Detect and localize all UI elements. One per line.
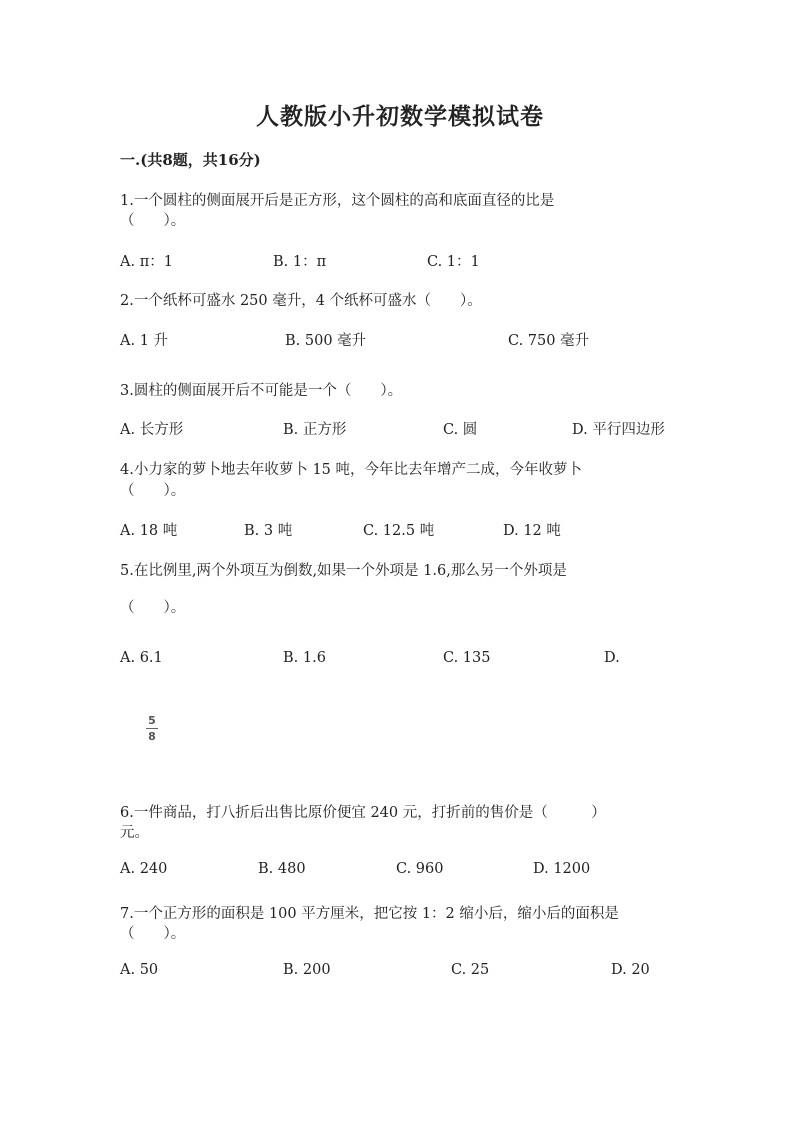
- question-3-option-b[interactable]: B. 正方形: [283, 422, 347, 438]
- question-4-text-cont: （ ）。: [120, 483, 186, 499]
- question-6-text: 6.一件商品，打八折后出售比原价便宜 240 元，打折前的售价是（ ）: [120, 805, 606, 821]
- question-4-option-b[interactable]: B. 3 吨: [244, 523, 293, 539]
- fraction-five-eighths: [146, 714, 158, 743]
- question-7-option-a[interactable]: A. 50: [120, 962, 159, 978]
- fraction-bar: [146, 728, 158, 729]
- question-1-option-a[interactable]: A. π：1: [120, 254, 173, 270]
- question-7-text: 7.一个正方形的面积是 100 平方厘米，把它按 1：2 缩小后，缩小后的面积是: [120, 906, 619, 922]
- question-7-option-c[interactable]: C. 25: [451, 962, 490, 978]
- question-6-option-a[interactable]: A. 240: [120, 861, 168, 877]
- question-6-option-b[interactable]: B. 480: [258, 861, 306, 877]
- question-5-option-c[interactable]: C. 135: [443, 650, 491, 666]
- question-2-option-c[interactable]: C. 750 毫升: [508, 333, 590, 349]
- question-1-option-c[interactable]: C. 1：1: [427, 254, 480, 270]
- exam-title: 人教版小升初数学模拟试卷: [256, 103, 544, 130]
- question-4-option-d[interactable]: D. 12 吨: [503, 523, 561, 539]
- question-1-text-cont: （ ）。: [120, 213, 186, 229]
- question-5-option-d[interactable]: D.: [604, 650, 620, 666]
- question-5-text: 5.在比例里,两个外项互为倒数,如果一个外项是 1.6,那么另一个外项是: [120, 563, 567, 579]
- question-5-option-a[interactable]: A. 6.1: [120, 650, 163, 666]
- question-7-option-d[interactable]: D. 20: [611, 962, 650, 978]
- question-5-text-cont: （ ）。: [120, 600, 186, 616]
- question-4-option-c[interactable]: C. 12.5 吨: [363, 523, 435, 539]
- fraction-numerator: 5: [148, 714, 156, 727]
- question-1-text: 1.一个圆柱的侧面展开后是正方形，这个圆柱的高和底面直径的比是: [120, 193, 555, 209]
- question-6-option-c[interactable]: C. 960: [396, 861, 444, 877]
- question-2-text: 2.一个纸杯可盛水 250 毫升，4 个纸杯可盛水（ ）。: [120, 293, 482, 309]
- question-3-text: 3.圆柱的侧面展开后不可能是一个（ ）。: [120, 383, 403, 399]
- question-7-option-b[interactable]: B. 200: [283, 962, 331, 978]
- question-7-text-cont: （ ）。: [120, 926, 186, 942]
- fraction-denominator: 8: [148, 730, 156, 743]
- question-6-text-cont: 元。: [120, 825, 149, 841]
- question-5-option-b[interactable]: B. 1.6: [283, 650, 326, 666]
- question-3-option-a[interactable]: A. 长方形: [120, 422, 184, 438]
- question-6-option-d[interactable]: D. 1200: [533, 861, 591, 877]
- question-1-option-b[interactable]: B. 1：π: [273, 254, 327, 270]
- question-3-option-d[interactable]: D. 平行四边形: [572, 422, 665, 438]
- question-4-text: 4.小力家的萝卜地去年收萝卜 15 吨，今年比去年增产二成，今年收萝卜: [120, 462, 583, 478]
- question-2-option-a[interactable]: A. 1 升: [120, 333, 169, 349]
- question-4-option-a[interactable]: A. 18 吨: [120, 523, 178, 539]
- question-2-option-b[interactable]: B. 500 毫升: [285, 333, 367, 349]
- question-3-option-c[interactable]: C. 圆: [443, 422, 478, 438]
- section-heading: 一.(共8题，共16分): [120, 151, 261, 169]
